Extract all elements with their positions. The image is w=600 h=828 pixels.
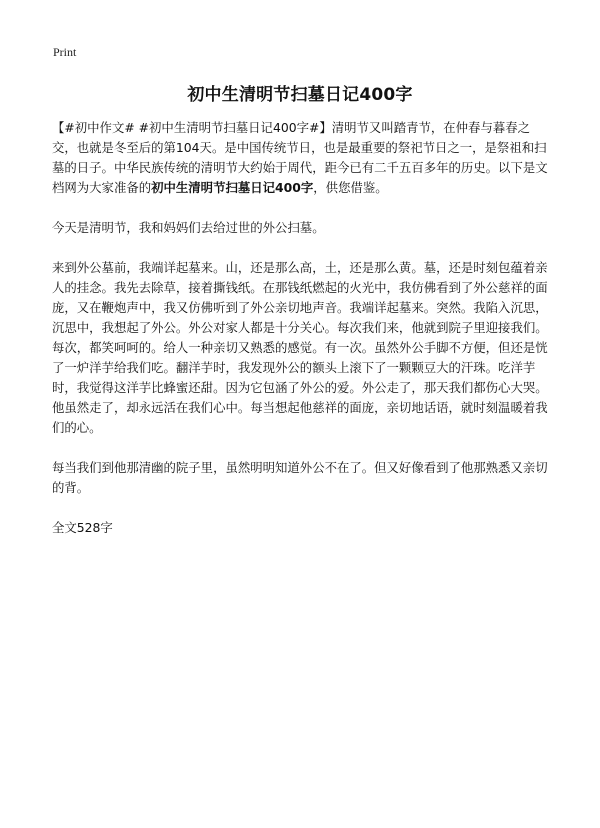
- intro-text-end: ，供您借鉴。: [313, 180, 388, 195]
- article-body: [52, 118, 552, 538]
- article-title: 初中生清明节扫墓日记400字: [187, 85, 413, 105]
- body-paragraph: 来到外公墓前，我端详起墓来。山，还是那么高，土，还是那么黄。墓，还是时刻包蕴着亲人的挂念。我先去除草，接着撕钱纸。在那钱纸燃起的火光中，我仿佛看到了外公慈祥的面庞，又在鞭炮声中，我又仿佛听到了外公亲切地声音。我端详起墓来。突然。我陷入沉思，沉思中，我想起了外公。外公对家人都是十分关心。每次我们来，他就到院子里迎接我们。每次，都笑呵呵的。给人一种亲切又熟悉的感觉。有一次。虽然外公手脚不方便，但还是恍了一炉洋芋给我们吃。翻洋芋时，我发现外公的额头上滚下了一颗颗豆大的汗珠。吃洋芋时，我觉得这洋芋比蜂蜜还甜。因为它包涵了外公的爱。外公走了，那天我们都伤心大哭。他虽然走了，却永远活在我们心中。每当想起他慈祥的面庞，亲切地话语，就时刻温暖着我们的心。: [52, 260, 548, 435]
- body-paragraph: 每当我们到他那清幽的院子里，虽然明明知道外公不在了。但又好像看到了他那熟悉又亲切的背。: [52, 460, 548, 495]
- intro-bold-title: 初中生清明节扫墓日记400字: [151, 180, 314, 195]
- print-link[interactable]: Print: [53, 45, 77, 59]
- word-count: 全文528字: [52, 520, 113, 535]
- body-paragraph: 今天是清明节，我和妈妈们去给过世的外公扫墓。: [52, 220, 325, 235]
- article-tags: 【#初中作文# #初中生清明节扫墓日记400字#】: [52, 120, 332, 135]
- intro-text: 清明节又叫踏青节，在仲春与暮春之交，也就是冬至后的第104天。是中国传统节日，也是最重要的祭祀节日之一，是祭祖和扫墓的日子。中华民族传统的清明节大约始于周代，距今已有二千五百多年的历史。以下是文档网为大家准备的: [52, 120, 548, 195]
- intro-paragraph: [52, 118, 552, 198]
